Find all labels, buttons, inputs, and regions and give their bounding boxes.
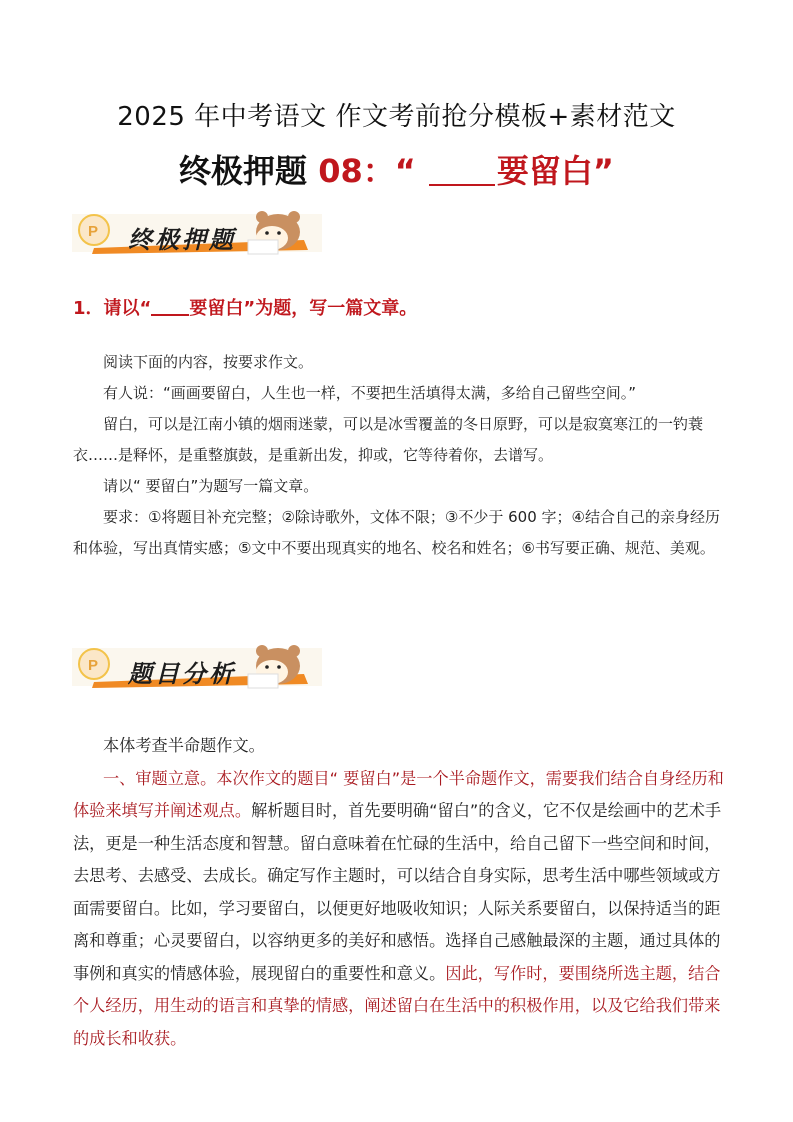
banner-label: 题目分析 (128, 659, 236, 688)
title-code: 08：“ (318, 152, 427, 190)
section-banner-topic-analysis (72, 644, 332, 690)
banner-label: 终极押题 (128, 225, 236, 254)
title-blank-line (429, 154, 495, 186)
prompt-paragraph: 有人说：“画画要留白，人生也一样，不要把生活填得太满，多给自己留些空间。” (103, 384, 637, 402)
svg-text:P: P (88, 223, 99, 240)
analysis-intro: 本体考查半命题作文。 (103, 736, 265, 755)
title-prefix: 终极押题 (179, 152, 319, 190)
section-banner-final-prediction (72, 210, 332, 256)
prompt-paragraph: 请以“ 要留白”为题写一篇文章。 (103, 477, 319, 495)
svg-text:P: P (88, 657, 99, 674)
analysis-red-lead: 一、审题立意。本次作文的题目“ 要留白”是一个半命题作文，需要我们结合自身经历和体验来填写并阐述观点。 (73, 768, 724, 820)
analysis-text (73, 730, 725, 1055)
prompt-text (73, 347, 723, 564)
document-title-line2 (0, 146, 793, 192)
analysis-body: 解析题目时，首先要明确“留白”的含义，它不仅是绘画中的艺术手法，更是一种生活态度和智慧。留白意味着在忙碌的生活中，给自己留下一些空间和时间，去思考、去感受、去成长。确定写作主题时，可以结合自身实际，思考生活中哪些领域或方面需要留白。比如，学习要留白，以便更好地吸收知识；人际关系要留白，以保持适当的距离和尊重；心灵要留白，以容纳更多的美好和感悟。选择自己感触最深的主题，通过具体的事例和真实的情感体验，展现留白的重要性和意义。 (73, 801, 722, 983)
document-title-line1: 2025 年中考语文 作文考前抢分模板+素材范文 (117, 102, 676, 132)
prompt-paragraph: 阅读下面的内容，按要求作文。 (103, 353, 314, 371)
question-blank-line (151, 298, 189, 316)
question-heading (73, 294, 417, 320)
title-suffix: 要留白” (496, 152, 614, 190)
prompt-paragraph: 要求：①将题目补充完整；②除诗歌外，文体不限；③不少于 600 字；④结合自己的亲身经历和体验，写出真情实感；⑤文中不要出现真实的地名、校名和姓名；⑥书写要正确、规范、美观。 (73, 508, 720, 557)
question-prefix: 1．请以“ (73, 298, 152, 319)
question-suffix: 要留白”为题，写一篇文章。 (189, 298, 418, 319)
analysis-red-tail: 因此，写作时，要围绕所选主题，结合个人经历，用生动的语言和真挚的情感，阐述留白在生活中的积极作用，以及它给我们带来的成长和收获。 (73, 963, 721, 1048)
analysis-paragraph (73, 763, 725, 1056)
prompt-paragraph: 留白，可以是江南小镇的烟雨迷蒙，可以是冰雪覆盖的冬日原野，可以是寂寞寒江的一钓蓑衣……是释怀，是重整旗鼓，是重新出发，抑或，它等待着你，去谱写。 (73, 415, 704, 464)
